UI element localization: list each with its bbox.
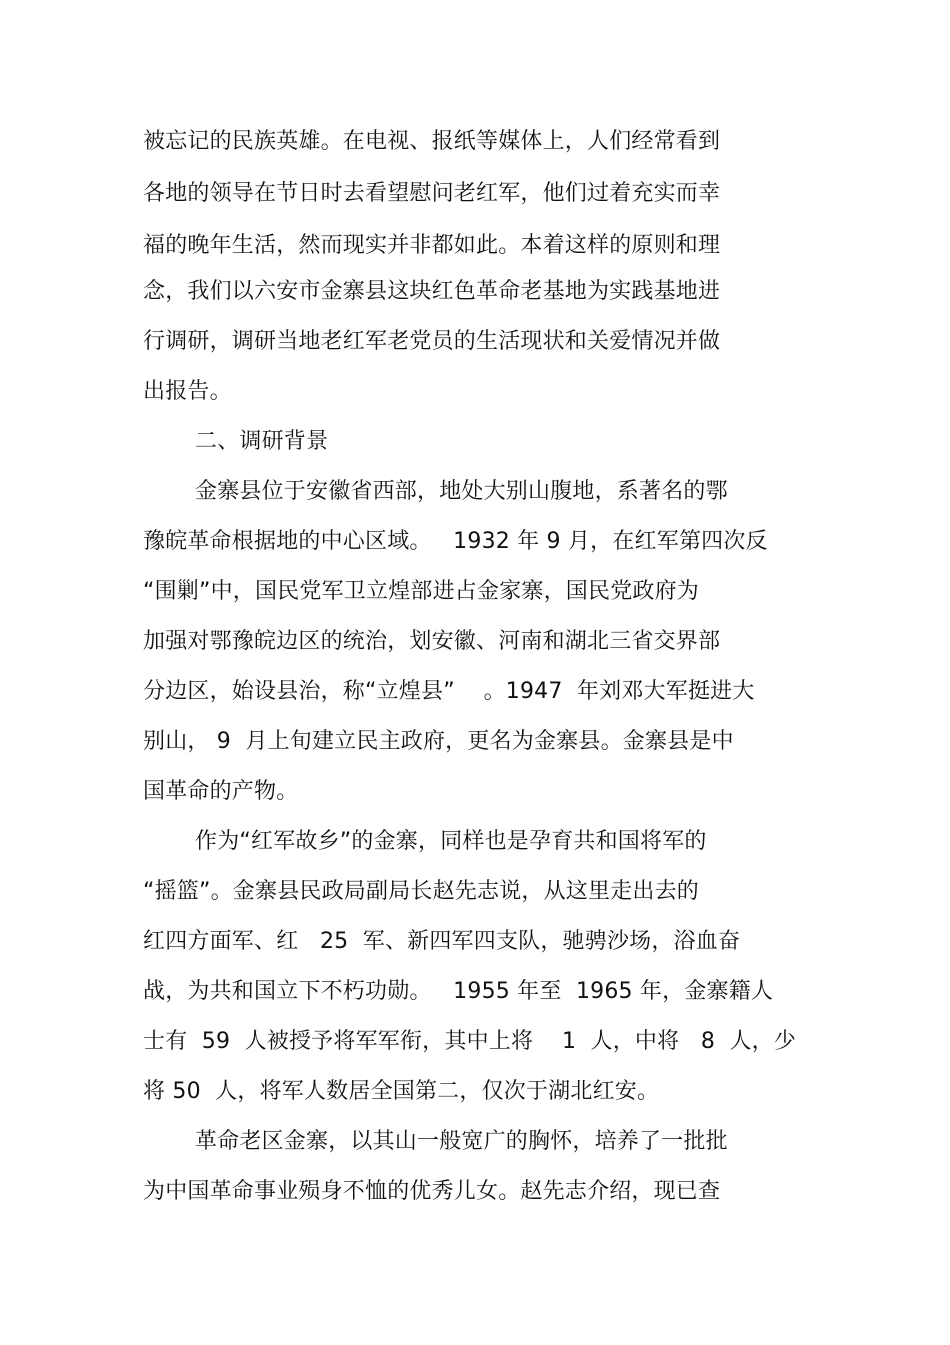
text-line: 金寨县位于安徽省西部，地处大别山腹地，系著名的鄂 bbox=[195, 479, 728, 504]
text-line: 国革命的产物。 bbox=[143, 779, 299, 804]
text-line: 念，我们以六安市金寨县这块红色革命老基地为实践基地进 bbox=[143, 279, 721, 304]
text-line: 别山， 9 月上旬建立民主政府，更名为金寨县。金寨县是中 bbox=[143, 729, 734, 754]
text-line: 各地的领导在节日时去看望慰问老红军，他们过着充实而幸 bbox=[143, 181, 721, 206]
section-heading: 二、调研背景 bbox=[195, 429, 329, 454]
text-line: “摇篮”。金寨县民政局副局长赵先志说，从这里走出去的 bbox=[143, 879, 699, 904]
text-line: 豫皖革命根据地的中心区域。 1932 年 9 月，在红军第四次反 bbox=[143, 529, 768, 554]
text-line: 革命老区金寨，以其山一般宽广的胸怀，培养了一批批 bbox=[195, 1129, 728, 1154]
text-line: 作为“红军故乡”的金寨，同样也是孕育共和国将军的 bbox=[195, 829, 707, 854]
text-line: 为中国革命事业殒身不恤的优秀儿女。赵先志介绍，现已查 bbox=[143, 1179, 721, 1204]
text-line: 加强对鄂豫皖边区的统治，划安徽、河南和湖北三省交界部 bbox=[143, 629, 721, 654]
text-line: 分边区，始设县治，称“立煌县” 。1947 年刘邓大军挺进大 bbox=[143, 679, 755, 704]
text-line: 红四方面军、红 25 军、新四军四支队，驰骋沙场，浴血奋 bbox=[143, 929, 741, 954]
text-line: 士有 59 人被授予将军军衔，其中上将 1 人，中将 8 人，少 bbox=[143, 1029, 797, 1054]
text-line: 福的晚年生活，然而现实并非都如此。本着这样的原则和理 bbox=[143, 233, 721, 258]
text-line: 出报告。 bbox=[143, 379, 232, 404]
text-line: 战，为共和国立下不朽功勋。 1955 年至 1965 年，金寨籍人 bbox=[143, 979, 774, 1004]
text-line: 被忘记的民族英雄。在电视、报纸等媒体上，人们经常看到 bbox=[143, 129, 721, 154]
text-line: 将 50 人，将军人数居全国第二，仅次于湖北红安。 bbox=[143, 1079, 660, 1104]
text-line: “围剿”中，国民党军卫立煌部进占金家寨，国民党政府为 bbox=[143, 579, 699, 604]
text-line: 行调研，调研当地老红军老党员的生活现状和关爱情况并做 bbox=[143, 329, 721, 354]
